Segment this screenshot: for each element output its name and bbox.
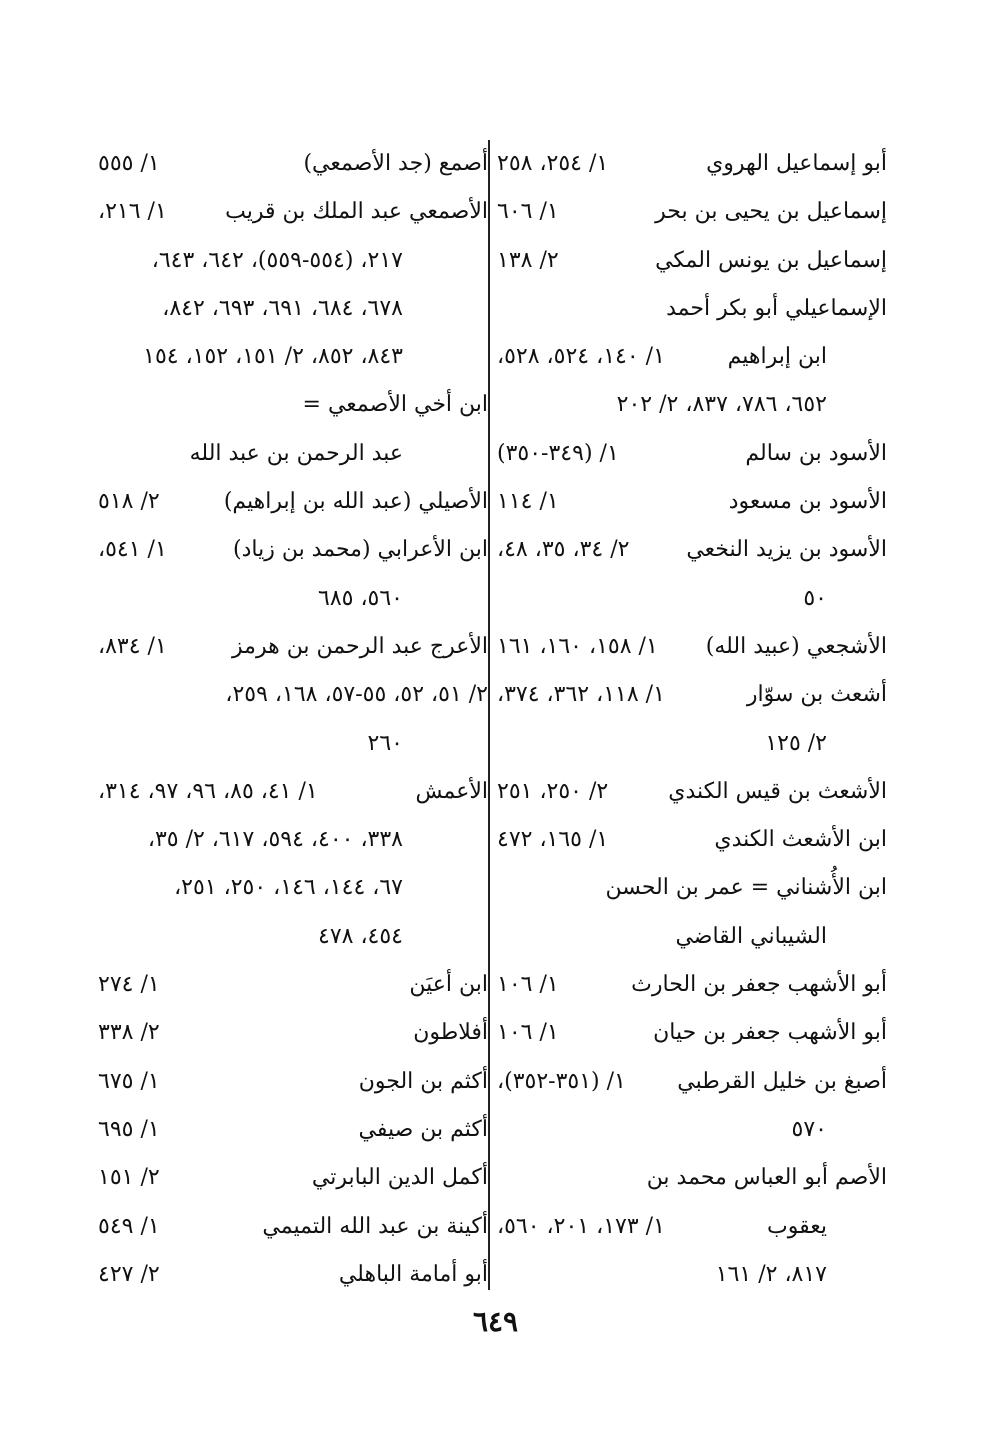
index-entry bbox=[497, 188, 887, 236]
entry-name: الأصيلي (عبد الله بن إبراهيم) bbox=[223, 489, 488, 515]
entry-ref: ٢/ ٢٥٠، ٢٥١ bbox=[497, 778, 609, 804]
index-entry bbox=[497, 961, 887, 1009]
entry-name: ابن الأشعث الكندي bbox=[714, 827, 887, 853]
index-entry bbox=[98, 140, 488, 188]
entry-ref: ١/ ١٥٨، ١٦٠، ١٦١ bbox=[497, 633, 658, 659]
entry-name: ابن الأُشناني = عمر بن الحسن bbox=[605, 875, 887, 901]
entry-name: أبو إسماعيل الهروي bbox=[706, 151, 887, 176]
entry-name: أكينة بن عبد الله التميمي bbox=[262, 1213, 488, 1239]
index-entry bbox=[98, 1251, 488, 1299]
index-entry bbox=[98, 1106, 488, 1154]
entry-name: أصبغ بن خليل القرطبي bbox=[677, 1068, 887, 1094]
index-entry bbox=[98, 1058, 488, 1106]
entry-name: الأشجعي (عبيد الله) bbox=[705, 633, 887, 659]
index-entry-continuation bbox=[98, 864, 488, 912]
index-entry bbox=[98, 1009, 488, 1057]
entry-ref: ٣٣٨، ٤٠٠، ٥٩٤، ٦١٧، ٢/ ٣٥، bbox=[147, 827, 403, 853]
index-entry-continuation bbox=[497, 913, 887, 961]
index-entry bbox=[98, 768, 488, 816]
entry-name: الإسماعيلي أبو بكر أحمد bbox=[666, 295, 887, 321]
index-entry bbox=[98, 188, 488, 236]
entry-ref: ٢١٧، (٥٥٤-٥٥٩)، ٦٤٢، ٦٤٣، bbox=[151, 247, 403, 273]
entry-ref: ١/ ١١٨، ٣٦٢، ٣٧٤، bbox=[497, 682, 665, 708]
entry-name: الأصمعي عبد الملك بن قريب bbox=[225, 199, 488, 225]
index-entry-continuation bbox=[98, 913, 488, 961]
entry-ref: ١/ (٣٤٩-٣٥٠) bbox=[497, 440, 619, 466]
entry-name: الأسود بن يزيد النخعي bbox=[686, 537, 887, 563]
entry-ref: ١/ ٥٤١، bbox=[98, 537, 167, 563]
entry-name: الأسود بن سالم bbox=[745, 440, 887, 466]
index-entry bbox=[497, 1203, 887, 1251]
entry-name: أفلاطون bbox=[413, 1020, 488, 1046]
entry-ref: ٨٤٣، ٨٥٢، ٢/ ١٥١، ١٥٢، ١٥٤ bbox=[143, 344, 403, 370]
index-entry-continuation bbox=[497, 1251, 887, 1299]
entry-ref: ٤٥٤، ٤٧٨ bbox=[318, 923, 403, 949]
entry-ref: ١/ ٢١٦، bbox=[98, 199, 167, 225]
index-entry-continuation bbox=[98, 575, 488, 623]
index-entry-continuation bbox=[98, 430, 488, 478]
entry-ref: ١/ ١٠٦ bbox=[497, 972, 559, 998]
index-entry-continuation bbox=[98, 237, 488, 285]
index-entry bbox=[497, 140, 887, 188]
entry-ref: ٢/ ١٢٥ bbox=[765, 730, 827, 756]
index-entry bbox=[98, 1154, 488, 1202]
index-entry bbox=[497, 237, 887, 285]
index-entry bbox=[497, 333, 887, 381]
entry-ref: ١/ ٦٧٥ bbox=[98, 1068, 160, 1094]
entry-name: الشيباني القاضي bbox=[675, 923, 827, 949]
entry-ref: ٦٥٢، ٧٨٦، ٨٣٧، ٢/ ٢٠٢ bbox=[616, 392, 827, 418]
index-entry bbox=[98, 961, 488, 1009]
entry-ref: ١/ (٣٥١-٣٥٢)، bbox=[497, 1068, 626, 1094]
entry-name: ابن إبراهيم bbox=[727, 344, 827, 370]
entry-ref: ٢٦٠ bbox=[367, 730, 403, 756]
entry-ref: ٢/ ١٥١ bbox=[98, 1165, 160, 1191]
index-entry-continuation bbox=[98, 671, 488, 719]
entry-ref: ٥٦٠، ٦٨٥ bbox=[318, 585, 403, 611]
entry-ref: ٨١٧، ٢/ ١٦١ bbox=[715, 1261, 827, 1287]
index-column-right bbox=[497, 140, 887, 1299]
index-entry-continuation bbox=[497, 381, 887, 429]
entry-ref: ١/ ٨٣٤، bbox=[98, 633, 167, 659]
index-entry bbox=[497, 864, 887, 912]
index-entry bbox=[98, 381, 488, 429]
index-column-left bbox=[98, 140, 488, 1299]
entry-name: أبو الأشهب جعفر بن الحارث bbox=[631, 972, 887, 998]
entry-name: إسماعيل بن يونس المكي bbox=[655, 247, 887, 273]
entry-name: إسماعيل بن يحيى بن بحر bbox=[655, 199, 887, 225]
index-entry-continuation bbox=[497, 1106, 887, 1154]
entry-ref: ١/ ٤١، ٨٥، ٩٦، ٩٧، ٣١٤، bbox=[98, 778, 318, 804]
entry-name: عبد الرحمن بن عبد الله bbox=[189, 440, 403, 466]
index-entry bbox=[497, 285, 887, 333]
index-entry bbox=[497, 671, 887, 719]
entry-name: الأشعث بن قيس الكندي bbox=[668, 778, 887, 804]
index-entry bbox=[98, 623, 488, 671]
entry-name: الأعرج عبد الرحمن بن هرمز bbox=[232, 633, 488, 659]
entry-ref: ٢/ ٥١٨ bbox=[98, 489, 160, 515]
entry-name: أشعث بن سوّار bbox=[746, 682, 887, 708]
entry-name: ابن أعيَن bbox=[409, 972, 488, 998]
index-entry bbox=[98, 526, 488, 574]
page-number: ٦٤٩ bbox=[472, 1305, 519, 1338]
entry-ref: ١/ ١٤٠، ٥٢٤، ٥٢٨، bbox=[497, 344, 665, 370]
index-entry-continuation bbox=[98, 720, 488, 768]
index-entry bbox=[98, 478, 488, 526]
index-entry bbox=[497, 623, 887, 671]
entry-name: يعقوب bbox=[767, 1213, 827, 1239]
entry-ref: ٥٧٠ bbox=[791, 1116, 827, 1142]
entry-ref: ٦٧، ١٤٤، ١٤٦، ٢٥٠، ٢٥١، bbox=[174, 875, 403, 901]
entry-ref: ٢/ ٣٤، ٣٥، ٤٨، bbox=[497, 537, 630, 563]
entry-ref: ٢/ ٥١، ٥٢، ٥٥-٥٧، ١٦٨، ٢٥٩، bbox=[225, 682, 488, 708]
entry-name: أبو أمامة الباهلي bbox=[338, 1261, 488, 1287]
entry-name: ابن الأعرابي (محمد بن زياد) bbox=[233, 537, 488, 563]
entry-ref: ١/ ٥٥٥ bbox=[98, 151, 160, 176]
index-entry-continuation bbox=[98, 285, 488, 333]
entry-name: ابن أخي الأصمعي = bbox=[302, 392, 488, 418]
entry-ref: ١/ ١٦٥، ٤٧٢ bbox=[497, 827, 609, 853]
index-entry bbox=[497, 816, 887, 864]
entry-name: الأصم أبو العباس محمد بن bbox=[646, 1165, 887, 1191]
entry-ref: ٢/ ١٣٨ bbox=[497, 247, 559, 273]
index-entry-continuation bbox=[497, 575, 887, 623]
index-entry bbox=[497, 1058, 887, 1106]
column-divider bbox=[488, 140, 490, 1290]
entry-ref: ٢/ ٣٣٨ bbox=[98, 1020, 160, 1046]
index-entry bbox=[497, 478, 887, 526]
entry-name: أكثم بن صيفي bbox=[358, 1116, 488, 1142]
entry-ref: ٦٧٨، ٦٨٤، ٦٩١، ٦٩٣، ٨٤٢، bbox=[162, 295, 403, 321]
entry-name: أكثم بن الجون bbox=[358, 1068, 488, 1094]
index-entry-continuation bbox=[98, 333, 488, 381]
index-entry-continuation bbox=[497, 720, 887, 768]
entry-ref: ١/ ٦٠٦ bbox=[497, 199, 559, 225]
index-entry bbox=[497, 430, 887, 478]
entry-ref: ١/ ٦٩٥ bbox=[98, 1116, 160, 1142]
entry-ref: ١/ ١٠٦ bbox=[497, 1020, 559, 1046]
entry-ref: ١/ ٥٤٩ bbox=[98, 1213, 160, 1239]
entry-name: الأسود بن مسعود bbox=[728, 489, 887, 515]
index-entry bbox=[497, 768, 887, 816]
entry-ref: ١/ ٢٥٤، ٢٥٨ bbox=[497, 151, 609, 176]
entry-ref: ٥٠ bbox=[803, 585, 827, 611]
entry-ref: ٢/ ٤٢٧ bbox=[98, 1261, 160, 1287]
entry-ref: ١/ ٢٧٤ bbox=[98, 972, 160, 998]
entry-ref: ١/ ١٧٣، ٢٠١، ٥٦٠، bbox=[497, 1213, 665, 1239]
entry-name: الأعمش bbox=[415, 778, 488, 804]
entry-name: أكمل الدين البابرتي bbox=[311, 1165, 488, 1191]
index-entry bbox=[98, 1203, 488, 1251]
entry-ref: ١/ ١١٤ bbox=[497, 489, 559, 515]
entry-name: أصمع (جد الأصمعي) bbox=[303, 151, 488, 176]
index-entry-continuation bbox=[98, 816, 488, 864]
index-entry bbox=[497, 1009, 887, 1057]
index-entry bbox=[497, 1154, 887, 1202]
index-entry bbox=[497, 526, 887, 574]
entry-name: أبو الأشهب جعفر بن حيان bbox=[653, 1020, 887, 1046]
